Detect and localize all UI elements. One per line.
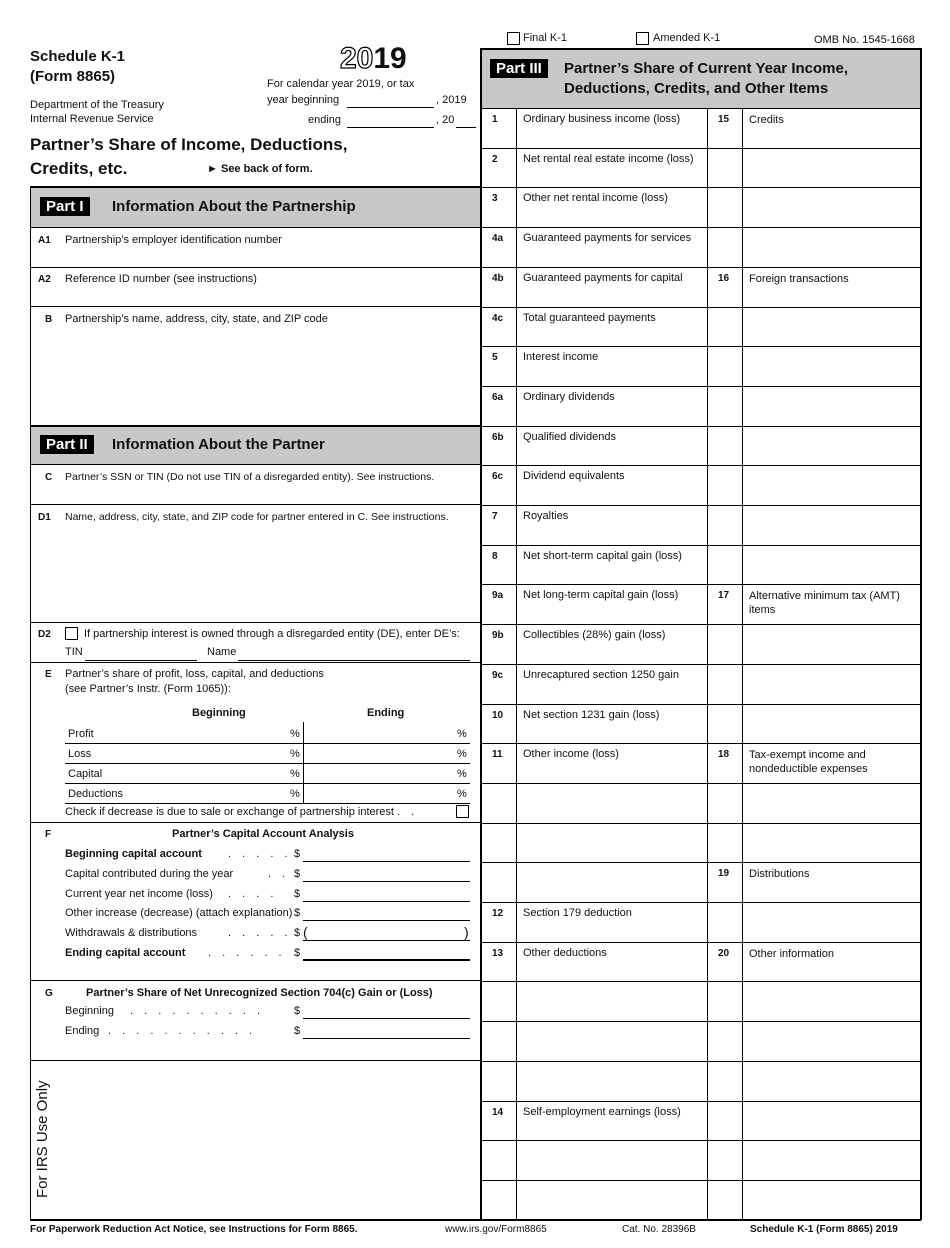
dollar-sign: $ — [294, 888, 301, 900]
line-label: Other net rental income (loss) — [523, 192, 668, 205]
final-k1-checkbox[interactable] — [507, 32, 520, 45]
entry-field[interactable] — [743, 228, 919, 266]
paren-open: ( — [303, 924, 308, 940]
divider — [30, 464, 481, 465]
amount-field[interactable] — [517, 228, 706, 266]
line-g-num: G — [45, 988, 53, 999]
line-number: 20 — [718, 947, 730, 959]
entry-field[interactable] — [743, 1141, 919, 1179]
line-d1-num: D1 — [38, 512, 51, 523]
leader-dots: . . . . — [228, 888, 278, 900]
divider — [30, 267, 481, 268]
de-name-field[interactable] — [238, 660, 470, 661]
leader-dots: . . . . . . . . . . — [130, 1005, 265, 1017]
line-c-label: Partner’s SSN or TIN (Do not use TIN of a disregarded entity). See instructions. — [65, 471, 435, 483]
line-number: 9b — [492, 630, 504, 642]
amount-field[interactable] — [517, 308, 706, 346]
amount-field[interactable] — [517, 109, 706, 147]
g-row-label: Ending — [65, 1025, 100, 1037]
pct-sign: % — [457, 748, 467, 760]
amount-field[interactable] — [517, 188, 706, 226]
entry-field[interactable] — [743, 466, 919, 504]
divider — [30, 622, 481, 623]
line-label: Tax-exempt income and nondeductible expenses — [749, 749, 868, 776]
withdrawals-field[interactable] — [303, 940, 470, 941]
bottom-rule — [30, 1219, 921, 1221]
entry-field[interactable] — [743, 625, 919, 663]
entry-field[interactable] — [743, 308, 919, 346]
leader-dots: . . . . . . . . . . . — [108, 1025, 257, 1037]
divider — [30, 980, 481, 981]
f-row-label: Ending capital account — [65, 947, 186, 959]
entry-field[interactable] — [743, 1181, 919, 1219]
capital-contributed-field[interactable] — [303, 881, 470, 882]
entry-field[interactable] — [743, 784, 919, 822]
line-label: Qualified dividends — [523, 430, 616, 443]
dollar-sign: $ — [294, 848, 301, 860]
line-number: 15 — [718, 114, 730, 125]
schedule-title: Schedule K-1 — [30, 48, 126, 65]
part3-label: Part III — [490, 59, 548, 78]
line-number: 5 — [492, 352, 498, 364]
f-row-label: Beginning capital account — [65, 848, 202, 860]
line-a2-label: Reference ID number (see instructions) — [65, 273, 257, 285]
de-tin-field[interactable] — [85, 660, 197, 661]
line-number: 8 — [492, 550, 498, 562]
line-label: Royalties — [523, 510, 569, 522]
year-beginning-label: year beginning — [267, 94, 340, 106]
entry-field[interactable] — [743, 705, 919, 743]
line-number: 3 — [492, 193, 498, 205]
line-number: 6a — [492, 391, 504, 403]
line-number: 9a — [492, 590, 504, 602]
line-number: 11 — [492, 749, 503, 761]
net-income-field[interactable] — [303, 901, 470, 902]
leader-dots: . . . . . — [228, 848, 292, 860]
form-title-line2: Credits, etc. — [30, 159, 128, 178]
line-number: 6b — [492, 431, 504, 443]
divider — [65, 803, 470, 804]
pct-sign: % — [290, 728, 300, 740]
form-number: (Form 8865) — [30, 68, 116, 85]
line-label: Alternative minimum tax (AMT) items — [749, 590, 900, 617]
line-label: Guaranteed payments for capital — [523, 271, 683, 284]
line-e-num: E — [45, 669, 52, 680]
entry-field[interactable] — [743, 824, 919, 862]
entry-field[interactable] — [743, 1102, 919, 1140]
part3-title-line1: Partner’s Share of Current Year Income, — [564, 60, 848, 77]
line-number: 19 — [718, 868, 730, 880]
line-label: Net short-term capital gain (loss) — [523, 549, 682, 562]
line-number: 9c — [492, 669, 504, 681]
line-label: Dividend equivalents — [523, 470, 625, 483]
divider — [65, 743, 470, 744]
other-increase-field[interactable] — [303, 920, 470, 921]
f-row-label: Withdrawals & distributions — [65, 927, 198, 939]
amount-field[interactable] — [517, 149, 706, 187]
line-f-num: F — [45, 829, 52, 840]
line-label: Credits — [749, 114, 784, 126]
tax-year-bold: 19 — [373, 42, 407, 75]
entry-field[interactable] — [743, 1022, 919, 1060]
line-label: Net long-term capital gain (loss) — [523, 589, 679, 602]
footer-url[interactable]: www.irs.gov/Form8865 — [445, 1224, 547, 1235]
g-ending-field[interactable] — [303, 1038, 470, 1039]
amount-field[interactable] — [517, 1141, 706, 1179]
line-b-num: B — [45, 314, 53, 325]
ending-capital-field[interactable] — [303, 959, 470, 961]
amount-field[interactable] — [517, 824, 706, 862]
beginning-capital-field[interactable] — [303, 861, 470, 862]
amount-field[interactable] — [517, 427, 706, 465]
pct-sign: % — [457, 788, 467, 800]
de-name-label: Name — [207, 646, 237, 658]
entry-field[interactable] — [743, 546, 919, 584]
entry-field[interactable] — [743, 347, 919, 385]
line-number: 4c — [492, 312, 504, 324]
pct-sign: % — [290, 748, 300, 760]
amount-field[interactable] — [517, 1062, 706, 1100]
line-number: 6c — [492, 471, 504, 483]
leader-dots: . . — [268, 868, 290, 880]
footer-cat: Cat. No. 28396B — [622, 1224, 696, 1235]
line-label: Unrecaptured section 1250 gain — [523, 668, 679, 681]
footer-notice: For Paperwork Reduction Act Notice, see Instructions for Form 8865. — [30, 1224, 358, 1235]
line-a1-label: Partnership’s employer identification number — [65, 234, 282, 246]
f-row-label: Current year net income (loss) — [65, 888, 213, 900]
line-a2-num: A2 — [38, 274, 51, 285]
check-decrease-label — [65, 806, 418, 818]
amount-field[interactable] — [517, 625, 706, 663]
omb-number: OMB No. 1545-1668 — [814, 34, 915, 46]
entry-field[interactable] — [743, 427, 919, 465]
amount-field[interactable] — [517, 268, 706, 306]
year-beginning-suffix: , 2019 — [436, 94, 467, 106]
dollar-sign: $ — [294, 907, 301, 919]
divider — [30, 306, 481, 307]
ending-year-field[interactable] — [456, 127, 476, 128]
line-f-title: Partner’s Capital Account Analysis — [172, 828, 354, 840]
entry-field[interactable] — [743, 1062, 919, 1100]
amount-field[interactable] — [517, 1022, 706, 1060]
amount-field[interactable] — [517, 1181, 706, 1219]
col-ending: Ending — [367, 707, 405, 719]
tax-year-outline: 20 — [340, 42, 374, 75]
divider — [30, 504, 481, 505]
ending-field[interactable] — [347, 127, 434, 128]
dept-irs: Internal Revenue Service — [30, 113, 154, 125]
de-tin-label: TIN — [65, 646, 83, 658]
paren-close: ) — [464, 924, 469, 940]
e-row-label: Capital — [68, 768, 103, 780]
divider — [65, 763, 470, 764]
line-number: 14 — [492, 1106, 504, 1118]
line-label: Distributions — [749, 868, 810, 881]
line-number: 4b — [492, 272, 504, 284]
entry-field[interactable] — [743, 506, 919, 544]
amount-field[interactable] — [517, 705, 706, 743]
amount-field[interactable] — [517, 903, 706, 941]
entry-field[interactable] — [743, 149, 919, 187]
e-row-label: Loss — [68, 748, 92, 760]
amount-field[interactable] — [517, 387, 706, 425]
left-border — [30, 186, 31, 1220]
line-number: 17 — [718, 590, 730, 602]
amount-field[interactable] — [517, 784, 706, 822]
final-k1-label: Final K-1 — [523, 32, 568, 44]
year-beginning-field[interactable] — [347, 107, 434, 108]
divider — [30, 662, 481, 663]
g-row-label: Beginning — [65, 1005, 114, 1017]
line-label: Guaranteed payments for services — [523, 232, 692, 245]
dollar-sign: $ — [294, 1005, 301, 1017]
amount-field[interactable] — [517, 665, 706, 703]
line-label: Net rental real estate income (loss) — [523, 152, 694, 165]
center-border — [480, 48, 482, 1220]
dollar-sign: $ — [294, 947, 301, 959]
line-a1-num: A1 — [38, 235, 51, 246]
line-number: 12 — [492, 908, 504, 919]
line-number: 4a — [492, 233, 504, 245]
divider — [30, 1060, 481, 1061]
irs-use-only: For IRS Use Only — [34, 1080, 51, 1198]
amount-field[interactable] — [517, 863, 706, 901]
line-number: 7 — [492, 511, 498, 522]
line-d2-label: If partnership interest is owned through a disregarded entity (DE), enter DE’s: — [84, 628, 460, 640]
line-number: 16 — [718, 272, 730, 284]
line-c-num: C — [45, 472, 53, 483]
line-number: 18 — [718, 749, 730, 761]
line-d2-num: D2 — [38, 629, 51, 640]
amount-field[interactable] — [517, 347, 706, 385]
line-b-label: Partnership’s name, address, city, state, and ZIP code — [65, 313, 328, 325]
divider — [30, 822, 481, 823]
dollar-sign: $ — [294, 868, 301, 880]
e-row-label: Profit — [68, 728, 94, 740]
line-number: 10 — [492, 709, 504, 721]
pct-sign: % — [457, 728, 467, 740]
amount-field[interactable] — [517, 982, 706, 1020]
leader-dots: . . . . . . — [208, 947, 286, 959]
entry-field[interactable] — [743, 188, 919, 226]
amount-field[interactable] — [517, 585, 706, 623]
right-border — [920, 48, 922, 1220]
line-label: Other income (loss) — [523, 748, 619, 761]
line-label: Foreign transactions — [749, 272, 849, 285]
amended-k1-label: Amended K-1 — [653, 32, 721, 44]
amount-field[interactable] — [517, 943, 706, 981]
f-row-label: Capital contributed during the year — [65, 868, 234, 880]
de-checkbox[interactable] — [65, 627, 78, 640]
line-number: 2 — [492, 153, 498, 165]
dept-treasury: Department of the Treasury — [30, 99, 164, 111]
line-d1-label: Name, address, city, state, and ZIP code for partner entered in C. See instructions. — [65, 511, 449, 523]
ending-suffix: , 20 — [436, 114, 455, 126]
line-label: Total guaranteed payments — [523, 311, 656, 324]
entry-field[interactable] — [743, 665, 919, 703]
ending-label: ending — [308, 114, 342, 126]
calendar-line: For calendar year 2019, or tax — [267, 78, 415, 90]
part2-title: Information About the Partner — [112, 436, 325, 453]
g-beginning-field[interactable] — [303, 1018, 470, 1019]
line-g-title: Partner’s Share of Net Unrecognized Section 704(c) Gain or (Loss) — [86, 987, 433, 999]
leader-dots: . . — [397, 806, 419, 818]
entry-field[interactable] — [743, 903, 919, 941]
entry-field[interactable] — [743, 982, 919, 1020]
e-row-label: Deductions — [68, 788, 124, 800]
dollar-sign: $ — [294, 1025, 301, 1037]
line-e-label2: (see Partner’s Instr. (Form 1065)): — [65, 683, 231, 695]
amount-field[interactable] — [517, 546, 706, 584]
line-label: Net section 1231 gain (loss) — [523, 708, 660, 721]
line-label: Self-employment earnings (loss) — [523, 1105, 681, 1118]
part2-label: Part II — [40, 435, 94, 454]
line-label: Other deductions — [523, 946, 607, 959]
pct-sign: % — [290, 788, 300, 800]
line-label: Section 179 deduction — [523, 907, 632, 919]
footer-form: Schedule K-1 (Form 8865) 2019 — [750, 1224, 898, 1235]
line-label: Interest income — [523, 351, 599, 364]
form-title-line1: Partner’s Share of Income, Deductions, — [30, 135, 348, 154]
pct-sign: % — [457, 768, 467, 780]
line-number: 13 — [492, 947, 504, 959]
decrease-checkbox[interactable] — [456, 805, 469, 818]
line-number: 1 — [492, 114, 498, 125]
line-label: Other information — [749, 947, 834, 960]
col-beginning: Beginning — [192, 707, 246, 719]
divider — [65, 783, 470, 784]
line-e-label1: Partner’s share of profit, loss, capital, and deductions — [65, 668, 324, 680]
check-decrease-text: Check if decrease is due to sale or exchange of partnership interest — [65, 806, 394, 818]
line-label: Ordinary dividends — [523, 390, 615, 403]
part3-title-line2: Deductions, Credits, and Other Items — [564, 80, 829, 97]
amount-field[interactable] — [517, 506, 706, 544]
tax-year — [340, 42, 407, 76]
part1-title: Information About the Partnership — [112, 198, 356, 215]
entry-field[interactable] — [743, 387, 919, 425]
part1-label: Part I — [40, 197, 90, 216]
amount-field[interactable] — [517, 466, 706, 504]
amended-k1-checkbox[interactable] — [636, 32, 649, 45]
dollar-sign: $ — [294, 927, 301, 939]
leader-dots: . . . . . — [228, 927, 292, 939]
see-back-note: ► See back of form. — [207, 163, 313, 175]
amount-field[interactable] — [517, 744, 706, 782]
line-label: Collectibles (28%) gain (loss) — [523, 629, 666, 642]
pct-sign: % — [290, 768, 300, 780]
f-row-label: Other increase (decrease) (attach explanation) — [65, 907, 293, 919]
divider — [30, 227, 481, 228]
line-label: Ordinary business income (loss) — [523, 113, 681, 125]
amount-field[interactable] — [517, 1102, 706, 1140]
